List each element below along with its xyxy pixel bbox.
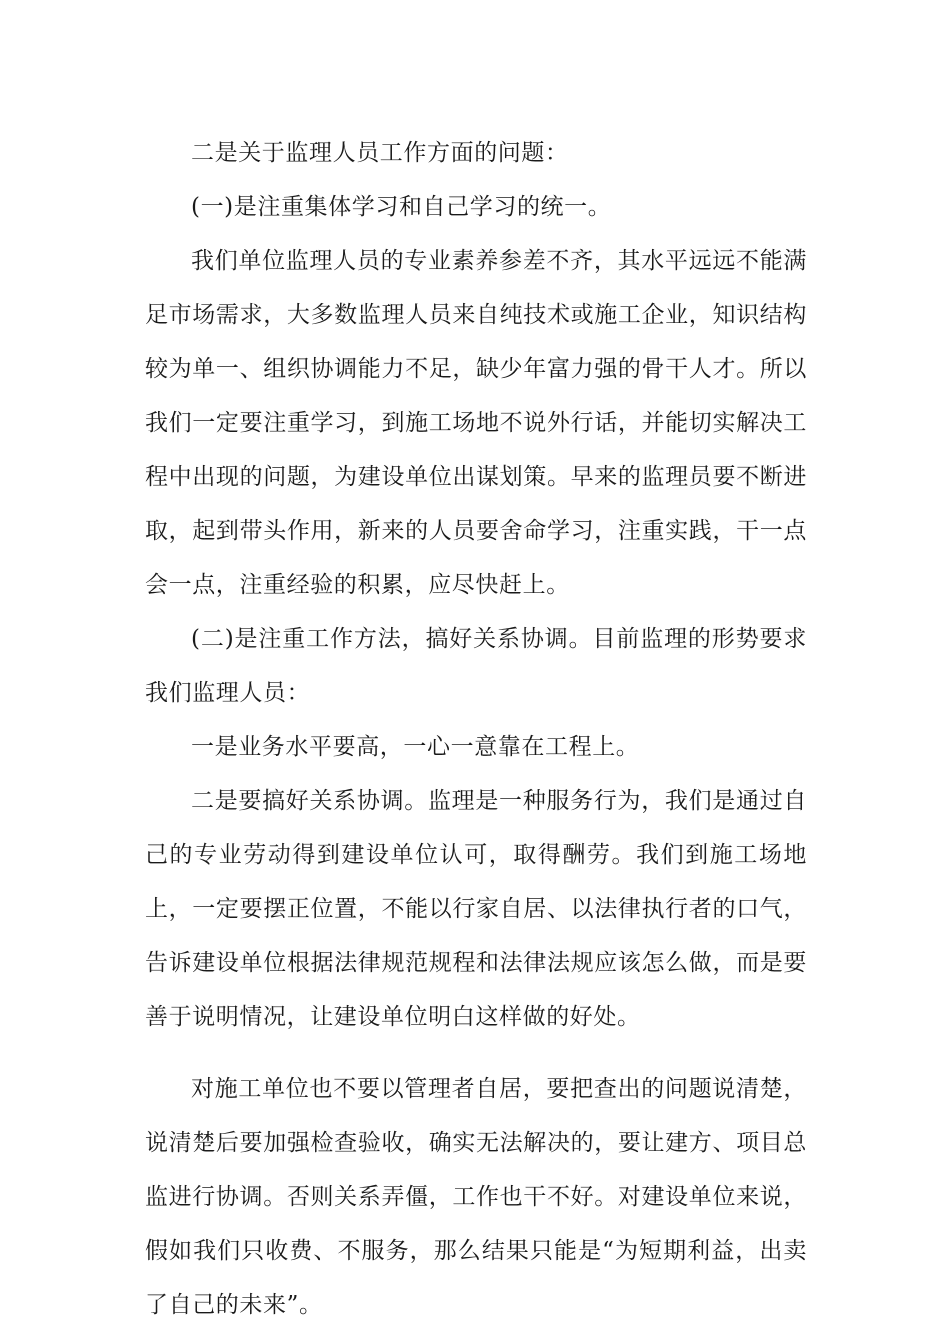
paragraph-section-1-heading: (一)是注重集体学习和自己学习的统一。 [191,194,612,220]
paragraph-point-2: 二是要搞好关系协调。监理是一种服务行为，我们是通过自己的专业劳动得到建设单位认可，取得酬劳。我们到施工场地上，一定要摆正位置，不能以行家自居、以法律执行者的口气，告诉建设单位根据法律规范规程和法律法规应该怎么做，而是要善于说明情况，让建设单位明白这样做的好处。 [145,788,807,1030]
paragraph-intro: 二是关于监理人员工作方面的问题： [191,140,569,166]
paragraph-point-1: 一是业务水平要高，一心一意靠在工程上。 [191,734,640,760]
paragraph-spacer [145,1044,807,1062]
paragraph-conclusion: 对施工单位也不要以管理者自居，要把查出的问题说清楚，说清楚后要加强检查验收，确实无法解决的，要让建方、项目总监进行协调。否则关系弄僵，工作也干不好。对建设单位来说，假如我们只收费、不服务，那么结果只能是“为短期利益，出卖了自己的未来”。 [145,1076,807,1318]
document-body [145,126,807,1332]
paragraph-section-1-body: 我们单位监理人员的专业素养参差不齐，其水平远远不能满足市场需求，大多数监理人员来自纯技术或施工企业，知识结构较为单一、组织协调能力不足，缺少年富力强的骨干人才。所以我们一定要注重学习，到施工场地不说外行话，并能切实解决工程中出现的问题，为建设单位出谋划策。早来的监理员要不断进取，起到带头作用，新来的人员要舍命学习，注重实践，干一点会一点，注重经验的积累，应尽快赶上。 [145,248,807,598]
paragraph-section-2-heading: (二)是注重工作方法，搞好关系协调。目前监理的形势要求我们监理人员： [145,626,807,706]
